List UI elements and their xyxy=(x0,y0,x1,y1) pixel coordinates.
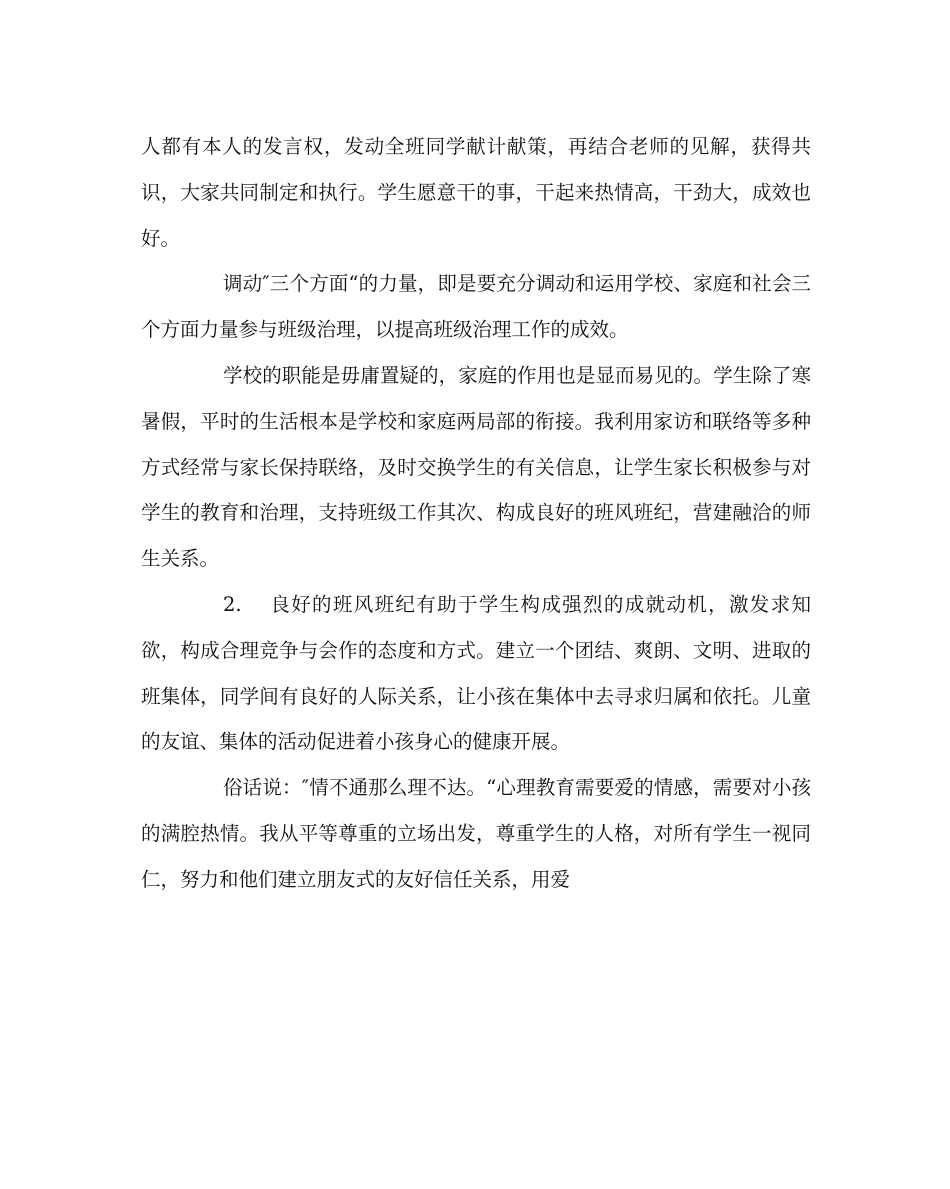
list-number: 2. xyxy=(223,592,242,616)
paragraph-1: 人都有本人的发言权，发动全班同学献计献策，再结合老师的见解，获得共识，大家共同制定和执行。学生愿意干的事，干起来热情高，干劲大，成效也好。 xyxy=(141,135,811,250)
paragraph-4 xyxy=(141,582,811,765)
document-body xyxy=(141,124,811,903)
paragraph-3: 学校的职能是毋庸置疑的，家庭的作用也是显而易见的。学生除了寒暑假，平时的生活根本是学校和家庭两局部的衔接。我利用家访和联络等多种方式经常与家长保持联络，及时交换学生的有关信息，让学生家长积极参与对学生的教育和治理，支持班级工作其次、构成良好的班风班纪，营建融洽的师生关系。 xyxy=(141,363,811,571)
paragraph-2: 调动″三个方面“的力量，即是要充分调动和运用学校、家庭和社会三个方面力量参与班级治理，以提高班级治理工作的成效。 xyxy=(141,272,811,342)
paragraph-5: 俗话说：″情不通那么理不达。“心理教育需要爱的情感，需要对小孩的满腔热情。我从平等尊重的立场出发，尊重学生的人格，对所有学生一视同仁，努力和他们建立朋友式的友好信任关系，用爱 xyxy=(141,776,811,891)
paragraph-4-text: 良好的班风班纪有助于学生构成强烈的成就动机，激发求知欲，构成合理竞争与会作的态度和方式。建立一个团结、爽朗、文明、进取的班集体，同学间有良好的人际关系，让小孩在集体中去寻求归属和依托。儿童的友谊、集体的活动促进着小孩身心的健康开展。 xyxy=(141,592,811,754)
